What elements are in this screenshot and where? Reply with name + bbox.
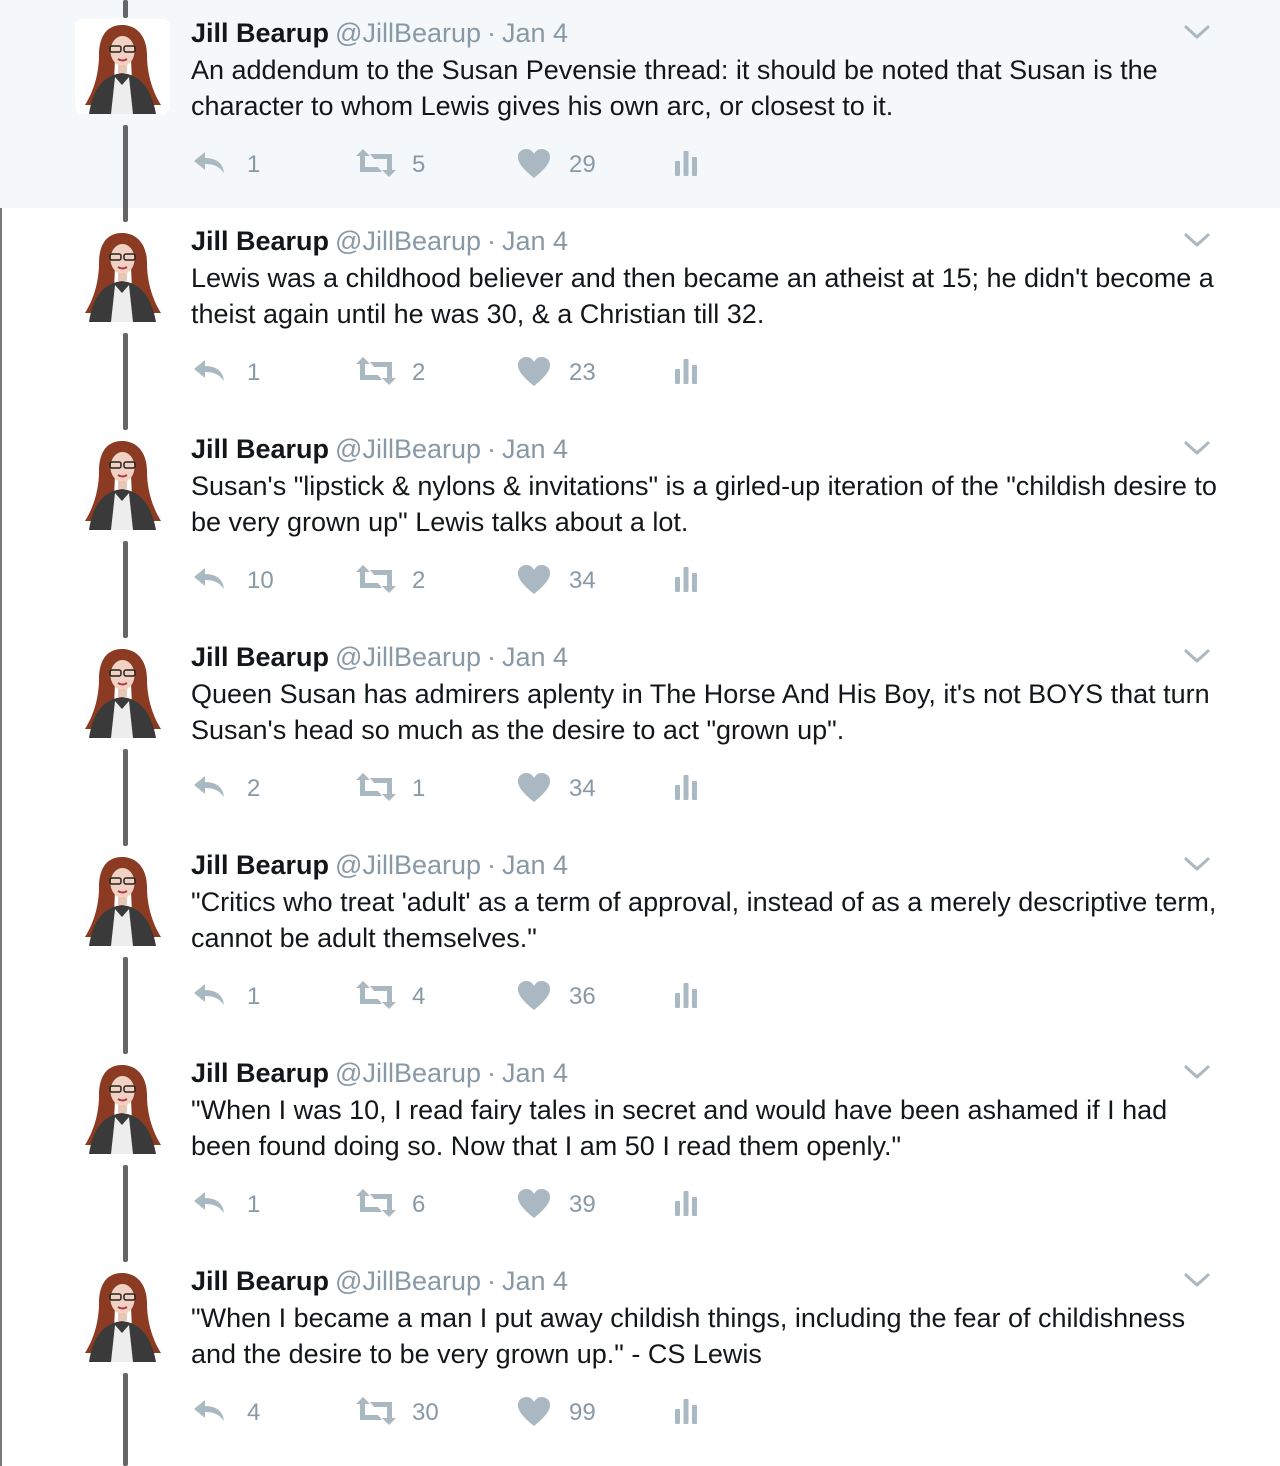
author-handle[interactable]: @JillBearup xyxy=(335,1058,482,1088)
tweet-text: Queen Susan has admirers aplenty in The Horse And His Boy, it's not BOYS that turn Susan's head so much as the desire to act "grown up". xyxy=(191,679,1210,745)
tweet[interactable] xyxy=(0,624,1280,832)
separator: · xyxy=(487,18,497,48)
author-name[interactable]: Jill Bearup xyxy=(191,642,330,672)
tweet-date[interactable]: Jan 4 xyxy=(502,226,569,256)
tweet-actions xyxy=(191,562,751,602)
tweet-menu-button[interactable] xyxy=(1183,438,1211,458)
retweet-count: 4 xyxy=(412,983,426,1010)
retweet-count: 6 xyxy=(412,1191,426,1218)
tweet-header xyxy=(191,1264,568,1300)
retweet-count: 5 xyxy=(412,151,426,178)
tweet-header xyxy=(191,432,568,468)
reply-count: 1 xyxy=(247,359,261,386)
tweet-text: "When I became a man I put away childish things, including the fear of childishness and the desire to be very grown up." - CS Lewis xyxy=(191,1303,1186,1369)
tweet[interactable] xyxy=(0,1040,1280,1248)
avatar[interactable] xyxy=(75,1059,170,1154)
tweet[interactable] xyxy=(0,208,1280,416)
separator: · xyxy=(487,1266,497,1296)
tweet-actions xyxy=(191,770,751,810)
author-name[interactable]: Jill Bearup xyxy=(191,226,330,256)
tweet-header xyxy=(191,16,568,52)
retweet-count: 2 xyxy=(412,359,426,386)
author-name[interactable]: Jill Bearup xyxy=(191,434,330,464)
chevron-down-icon xyxy=(1183,22,1211,42)
tweet-menu-button[interactable] xyxy=(1183,22,1211,42)
author-handle[interactable]: @JillBearup xyxy=(335,1266,482,1296)
tweet[interactable] xyxy=(0,0,1280,208)
separator: · xyxy=(487,226,497,256)
tweet-date[interactable]: Jan 4 xyxy=(502,18,569,48)
author-handle[interactable]: @JillBearup xyxy=(335,18,482,48)
tweet-actions xyxy=(191,978,751,1018)
like-count: 36 xyxy=(569,983,596,1010)
tweet-actions xyxy=(191,1186,751,1226)
separator: · xyxy=(487,850,497,880)
author-name[interactable]: Jill Bearup xyxy=(191,18,330,48)
like-count: 39 xyxy=(569,1191,596,1218)
chevron-down-icon xyxy=(1183,646,1211,666)
separator: · xyxy=(487,434,497,464)
tweet-date[interactable]: Jan 4 xyxy=(502,642,569,672)
author-name[interactable]: Jill Bearup xyxy=(191,1266,330,1296)
chevron-down-icon xyxy=(1183,438,1211,458)
profile-photo xyxy=(75,851,170,946)
avatar[interactable] xyxy=(75,643,170,738)
reply-count: 1 xyxy=(247,983,261,1010)
tweet-actions xyxy=(191,354,751,394)
like-count: 99 xyxy=(569,1399,596,1426)
avatar[interactable] xyxy=(75,227,170,322)
avatar[interactable] xyxy=(75,435,170,530)
author-handle[interactable]: @JillBearup xyxy=(335,226,482,256)
avatar[interactable] xyxy=(75,851,170,946)
separator: · xyxy=(487,1058,497,1088)
tweet[interactable] xyxy=(0,832,1280,1040)
profile-photo xyxy=(75,1059,170,1154)
author-handle[interactable]: @JillBearup xyxy=(335,642,482,672)
chevron-down-icon xyxy=(1183,854,1211,874)
tweet-menu-button[interactable] xyxy=(1183,646,1211,666)
author-name[interactable]: Jill Bearup xyxy=(191,850,330,880)
retweet-count: 1 xyxy=(412,775,426,802)
retweet-count: 30 xyxy=(412,1399,439,1426)
like-count: 29 xyxy=(569,151,596,178)
like-count: 34 xyxy=(569,775,596,802)
chevron-down-icon xyxy=(1183,230,1211,250)
author-handle[interactable]: @JillBearup xyxy=(335,434,482,464)
tweet-header xyxy=(191,1056,568,1092)
thread-connector xyxy=(123,1373,128,1466)
profile-photo xyxy=(75,643,170,738)
tweet-date[interactable]: Jan 4 xyxy=(502,850,569,880)
tweet[interactable] xyxy=(0,1248,1280,1466)
tweet-date[interactable]: Jan 4 xyxy=(502,434,569,464)
retweet-count: 2 xyxy=(412,567,426,594)
tweet-text: "When I was 10, I read fairy tales in secret and would have been ashamed if I had been found doing so. Now that I am 50 I read them openly." xyxy=(191,1095,1168,1161)
like-count: 23 xyxy=(569,359,596,386)
tweet-text: Lewis was a childhood believer and then became an atheist at 15; he didn't become a theist again until he was 30, & a Christian till 32. xyxy=(191,263,1214,329)
tweet-header xyxy=(191,848,568,884)
tweet-actions xyxy=(191,1394,751,1434)
like-count: 34 xyxy=(569,567,596,594)
tweet-text: Susan's "lipstick & nylons & invitations" is a girled-up iteration of the "childish desire to be very grown up" Lewis talks about a lot. xyxy=(191,471,1217,537)
tweet-date[interactable]: Jan 4 xyxy=(502,1266,569,1296)
tweet-menu-button[interactable] xyxy=(1183,230,1211,250)
reply-count: 10 xyxy=(247,567,274,594)
tweet-actions xyxy=(191,146,751,186)
avatar[interactable] xyxy=(75,19,170,114)
chevron-down-icon xyxy=(1183,1270,1211,1290)
tweet-text: "Critics who treat 'adult' as a term of approval, instead of as a merely descriptive term, cannot be adult themselves." xyxy=(191,887,1217,953)
author-handle[interactable]: @JillBearup xyxy=(335,850,482,880)
chevron-down-icon xyxy=(1183,1062,1211,1082)
tweet-header xyxy=(191,640,568,676)
tweet-menu-button[interactable] xyxy=(1183,854,1211,874)
profile-photo xyxy=(75,19,170,114)
profile-photo xyxy=(75,227,170,322)
author-name[interactable]: Jill Bearup xyxy=(191,1058,330,1088)
thread-connector xyxy=(123,0,128,18)
profile-photo xyxy=(75,435,170,530)
profile-photo xyxy=(75,1267,170,1362)
reply-count: 2 xyxy=(247,775,261,802)
tweet[interactable] xyxy=(0,416,1280,624)
reply-count: 1 xyxy=(247,1191,261,1218)
tweet-date[interactable]: Jan 4 xyxy=(502,1058,569,1088)
avatar[interactable] xyxy=(75,1267,170,1362)
reply-count: 4 xyxy=(247,1399,261,1426)
separator: · xyxy=(487,642,497,672)
tweet-menu-button[interactable] xyxy=(1183,1270,1211,1290)
tweet-menu-button[interactable] xyxy=(1183,1062,1211,1082)
reply-count: 1 xyxy=(247,151,261,178)
tweet-text: An addendum to the Susan Pevensie thread: it should be noted that Susan is the character to whom Lewis gives his own arc, or closest to it. xyxy=(191,55,1158,121)
tweet-header xyxy=(191,224,568,260)
